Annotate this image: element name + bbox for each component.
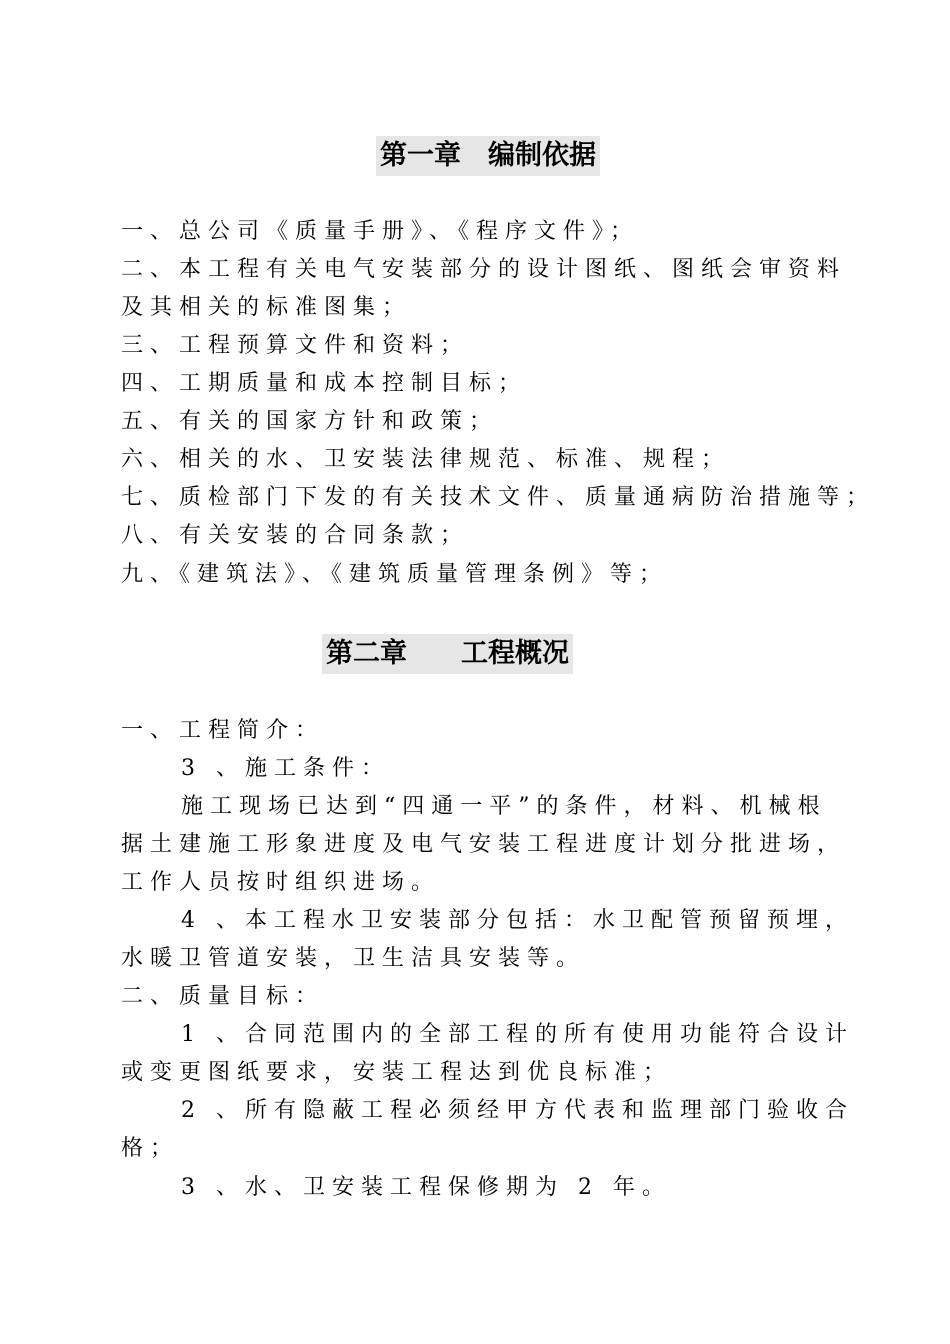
overview-item-4: 4 、本工程水卫安装部分包括：水卫配管预留预埋，	[181, 908, 854, 933]
quality-item-2: 2 、所有隐蔽工程必须经甲方代表和监理部门验收合	[181, 1098, 854, 1123]
quality-item-2-cont: 格；	[121, 1136, 180, 1161]
overview-item-3: 3 、施工条件：	[181, 756, 390, 781]
quality-item-1: 1 、合同范围内的全部工程的所有使用功能符合设计	[181, 1022, 854, 1047]
basis-item-1: 一、总公司《质量手册》、《程序文件》；	[121, 219, 640, 244]
chapter-1-title: 第一章 编制依据	[376, 136, 600, 176]
overview-paragraph-line: 据土建施工形象进度及电气安装工程进度计划分批进场，	[121, 832, 847, 857]
basis-item-8: 八、有关安装的合同条款；	[121, 523, 470, 548]
overview-paragraph-line: 工作人员按时组织进场。	[121, 870, 441, 895]
chapter-2-title: 第二章 工程概况	[322, 634, 573, 674]
quality-item-3: 3 、水、卫安装工程保修期为 2 年。	[181, 1175, 671, 1200]
basis-item-4: 四、工期质量和成本控制目标；	[121, 371, 528, 396]
basis-item-2: 二、本工程有关电气安装部分的设计图纸、图纸会审资料	[121, 257, 847, 282]
overview-section-1: 一、工程简介：	[121, 718, 325, 743]
basis-item-9: 九、《建筑法》、《建筑质量管理条例》等；	[121, 562, 669, 587]
basis-item-5: 五、有关的国家方针和政策；	[121, 409, 499, 434]
basis-item-3: 三、工程预算文件和资料；	[121, 333, 470, 358]
basis-item-7: 七、质检部门下发的有关技术文件、质量通病防治措施等；	[121, 485, 876, 510]
overview-paragraph-line: 施工现场已达到“四通一平”的条件，材料、机械根	[181, 794, 827, 819]
overview-paragraph-line: 水暖卫管道安装，卫生洁具安装等。	[121, 946, 586, 971]
basis-item-6: 六、相关的水、卫安装法律规范、标准、规程；	[121, 447, 731, 472]
basis-item-2-cont: 及其相关的标准图集；	[121, 295, 412, 320]
quality-item-1-cont: 或变更图纸要求，安装工程达到优良标准；	[121, 1060, 673, 1085]
quality-section-2: 二、质量目标：	[121, 984, 325, 1009]
